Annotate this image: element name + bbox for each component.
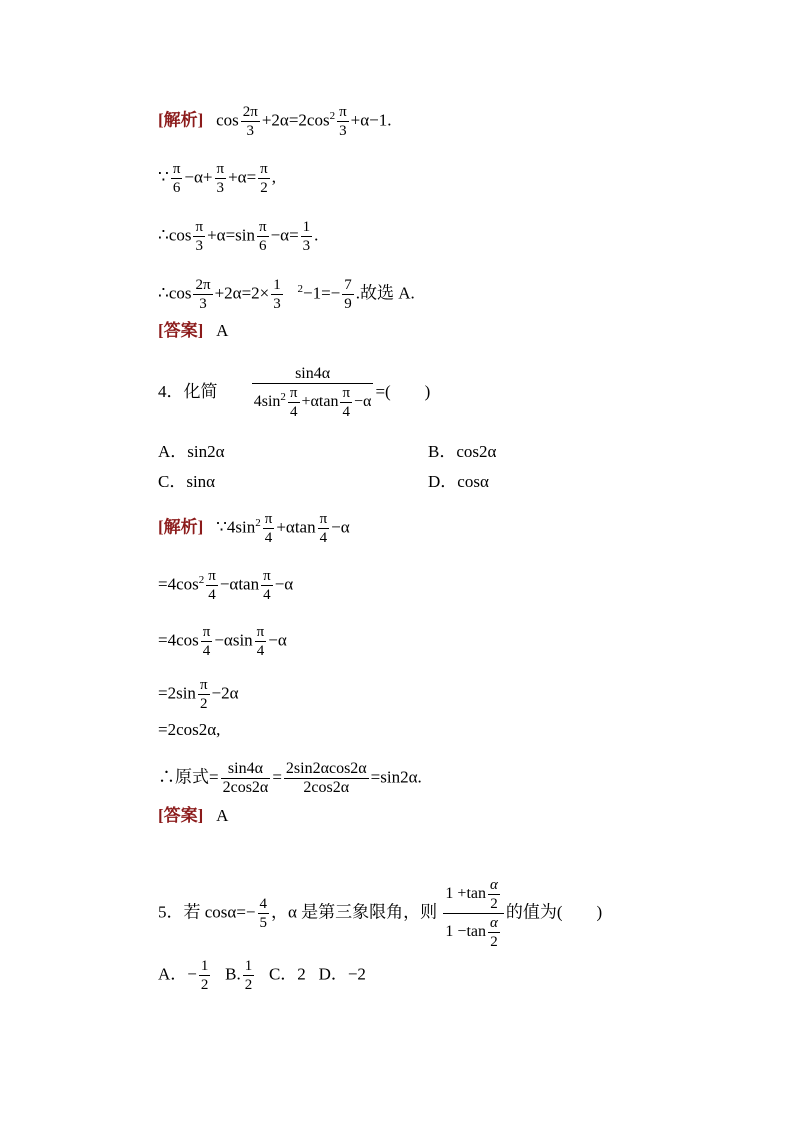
q4-analysis-line6: ∴原式= $\frac{\sin 4\alpha}{2\cos 2\alpha}$ = $\frac{2\sin 2\alpha\cos 2\alpha}{2\cos 2\alpha}$ =sin2α. <box>158 760 422 796</box>
q3-analysis-line3: ∴cos $\frac{\pi}{3}$ +α=sin $\frac{\pi}{6}$ −α= $\frac{1}{3}$ . <box>158 219 319 254</box>
q5-main-fraction: 1 +tan $\frac{\alpha}{2}$ 1 −tan $\frac{\alpha}{2}$ <box>443 876 503 951</box>
q4-answer-line: [答案] A <box>158 806 229 825</box>
q3-analysis-line4: ∴cos $\frac{2\pi}{3}$ +2α=2× $\frac{1}{3}$ $^2$−1=− $\frac{7}{9}$ .故选 A. <box>158 277 415 312</box>
q4-option-a: A．sin2α <box>158 442 225 461</box>
q4-option-b: B．cos2α <box>428 442 497 461</box>
q3-answer-line: [答案] A <box>158 321 229 340</box>
q5-option-a: A．− <box>158 964 197 984</box>
q5-option-c: C．2 <box>268 964 306 984</box>
analysis-tag: [解析] <box>158 110 204 130</box>
q5-options: A．− $\frac{1}{2}$ B. $\frac{1}{2}$ C．2 D．−2 <box>158 958 366 993</box>
answer-tag: [答案] <box>158 321 204 340</box>
q5-stem: 5．若 cosα=− $\frac{4}{5}$ ，α 是第三象限角，则 1 +tan $\frac{\alpha}{2}$ 1 −tan $\frac{\alpha}{2}$ 的值为( ) <box>158 877 603 950</box>
q3-analysis-line2: ∵ $\frac{\pi}{6}$ −α+ $\frac{\pi}{3}$ +α= $\frac{\pi}{2}$ , <box>158 161 276 196</box>
q4-analysis-line4: =2sin $\frac{\pi}{2}$ −2α <box>158 677 239 712</box>
q5-option-d: D．−2 <box>318 964 366 984</box>
q4-main-fraction: sin4α $4\sin^2$ $\frac{\pi}{4}$ +αtan $\frac{\pi}{4}$ −α <box>253 365 372 420</box>
q4-option-c: C．sinα <box>158 472 216 491</box>
q4-stem: 4．化简 sin4α $4\sin^2$ $\frac{\pi}{4}$ +αtan $\frac{\pi}{4}$ −α =( ) <box>158 365 431 420</box>
q4-analysis-line1: [解析] $\because 4\sin^2$ $\frac{\pi}{4}$ +αtan $\frac{\pi}{4}$ −α <box>158 511 350 546</box>
q3-analysis-line1: [解析] cos $\frac{2\pi}{3}$ $+2\alpha=2\cos^2$ $\frac{\pi}{3}$ +α−1. <box>158 104 392 139</box>
q4-analysis-line2: $=4\cos^2$ $\frac{\pi}{4}$ −αtan $\frac{\pi}{4}$ −α <box>158 568 294 603</box>
q4-analysis-line3: =4cos $\frac{\pi}{4}$ −αsin $\frac{\pi}{4}$ −α <box>158 624 287 659</box>
q4-option-d: D．cosα <box>428 472 489 491</box>
q4-analysis-line5: =2cos2α, <box>158 720 221 739</box>
q5-option-b: B. <box>225 964 241 984</box>
